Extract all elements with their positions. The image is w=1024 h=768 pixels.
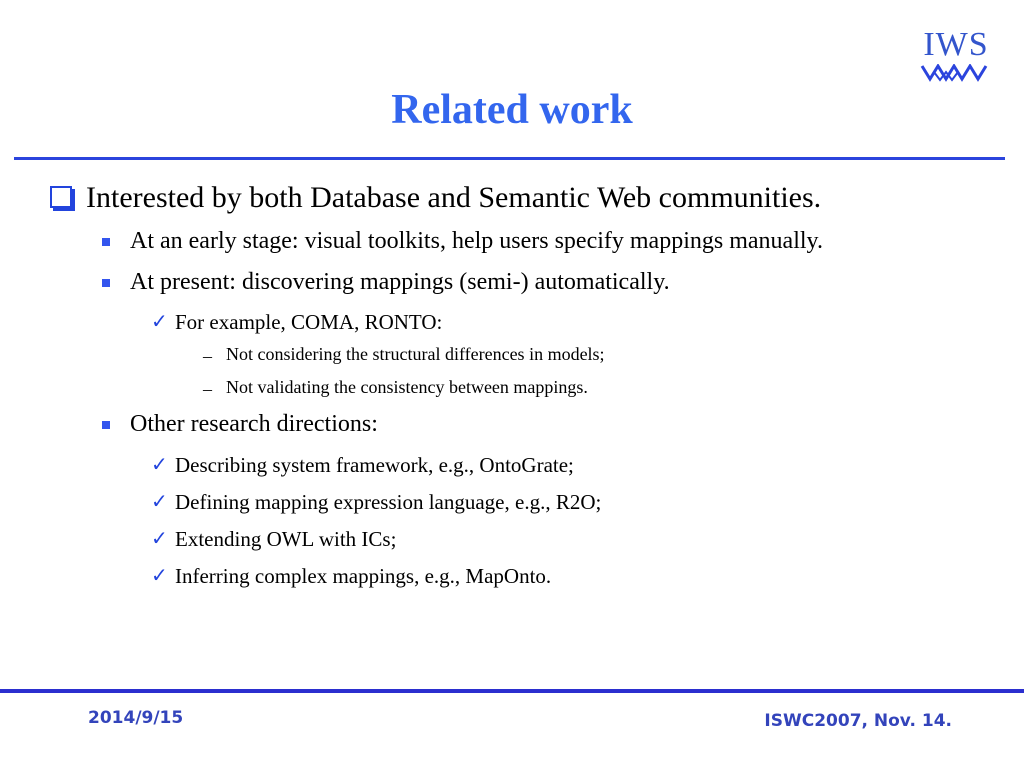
bullet-direction-4: Inferring complex mappings, e.g., MapOnto. — [175, 564, 552, 588]
bullet-main: Interested by both Database and Semantic Web communities. — [86, 181, 822, 214]
iws-logo — [918, 28, 994, 86]
check-bullet-icon: ✓ — [151, 452, 168, 476]
footer-date: 2014/9/15 — [88, 708, 184, 728]
logo-wave-icon — [920, 64, 992, 82]
bullet-not-considering: Not considering the structural differences in models; — [226, 344, 605, 364]
bullet-example: For example, COMA, RONTO: — [175, 310, 443, 334]
footer-divider — [0, 689, 1024, 693]
title-divider — [14, 157, 1005, 160]
check-bullet-icon: ✓ — [151, 489, 168, 513]
slide-title: Related work — [391, 87, 633, 133]
logo-text: IWS — [923, 26, 989, 63]
dash-bullet-icon: – — [203, 379, 212, 399]
check-bullet-icon: ✓ — [151, 563, 168, 587]
bullet-not-validating: Not validating the consistency between mappings. — [226, 377, 588, 397]
square-bullet-icon — [102, 421, 110, 429]
bullet-direction-1: Describing system framework, e.g., OntoGrate; — [175, 453, 574, 477]
bullet-other-directions: Other research directions: — [130, 411, 378, 437]
square-bullet-icon — [102, 238, 110, 246]
checkbox-bullet-icon — [50, 186, 72, 208]
check-bullet-icon: ✓ — [151, 526, 168, 550]
footer-conference: ISWC2007, Nov. 14. — [764, 711, 952, 731]
bullet-direction-2: Defining mapping expression language, e.g., R2O; — [175, 490, 602, 514]
bullet-direction-3: Extending OWL with ICs; — [175, 527, 397, 551]
square-bullet-icon — [102, 279, 110, 287]
check-bullet-icon: ✓ — [151, 309, 168, 333]
bullet-at-present: At present: discovering mappings (semi-) automatically. — [130, 269, 670, 295]
bullet-early-stage: At an early stage: visual toolkits, help users specify mappings manually. — [130, 228, 823, 254]
dash-bullet-icon: – — [203, 346, 212, 366]
